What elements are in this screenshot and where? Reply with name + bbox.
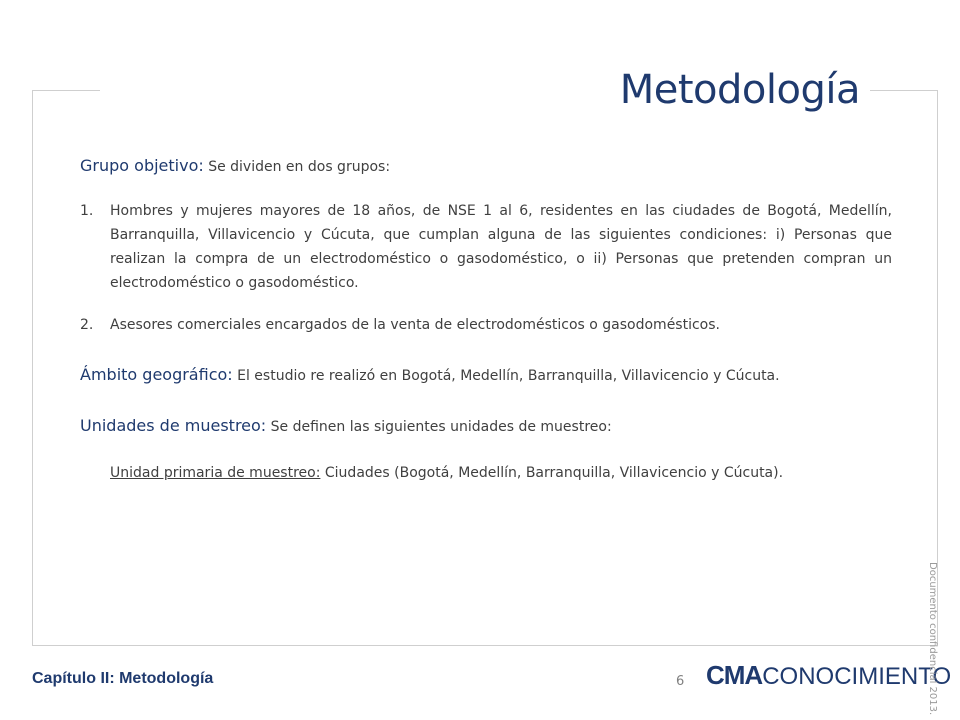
primary-unit-label: Unidad primaria de muestreo: xyxy=(110,465,321,481)
target-group-text: Se dividen en dos grupos: xyxy=(208,159,391,175)
content-body xyxy=(80,150,892,485)
target-group-paragraph xyxy=(80,154,892,179)
geo-paragraph xyxy=(80,363,892,388)
units-heading: Unidades de muestreo: xyxy=(80,416,267,435)
target-group-list xyxy=(80,199,892,337)
target-group-heading: Grupo objetivo: xyxy=(80,156,204,175)
logo-strong-text: CMA xyxy=(706,660,763,690)
confidential-note: Documento confidencial 2013. xyxy=(927,562,938,716)
units-paragraph xyxy=(80,414,892,439)
primary-unit-paragraph xyxy=(80,461,892,485)
list-item xyxy=(80,313,892,337)
geo-text: El estudio re realizó en Bogotá, Medellín, Barranquilla, Villavicencio y Cúcuta. xyxy=(237,368,780,384)
logo-light-text: CONOCIMIENTO xyxy=(762,663,952,690)
page-title: Metodología xyxy=(619,67,860,113)
units-text: Se definen las siguientes unidades de muestreo: xyxy=(270,419,612,435)
page-number: 6 xyxy=(676,674,685,689)
list-item-number: 2. xyxy=(80,317,94,333)
chapter-label: Capítulo II: Metodología xyxy=(32,670,214,687)
list-item xyxy=(80,199,892,295)
list-item-text: Asesores comerciales encargados de la venta de electrodomésticos o gasodomésticos. xyxy=(110,317,720,333)
cma-logo xyxy=(706,660,951,692)
geo-heading: Ámbito geográfico: xyxy=(80,365,233,384)
primary-unit-text: Ciudades (Bogotá, Medellín, Barranquilla, Villavicencio y Cúcuta). xyxy=(324,465,784,481)
list-item-number: 1. xyxy=(80,203,94,219)
list-item-text: Hombres y mujeres mayores de 18 años, de NSE 1 al 6, residentes en las ciudades de Bogotá, Medellín, Barranquilla, Villavicencio y Cúcuta, que cumplan alguna de las siguientes condiciones: i) Personas que realizan la compra de un electrodoméstico o gasodoméstico, o ii) Personas que pretenden compran un electrodoméstico o gasodoméstico. xyxy=(110,203,892,291)
